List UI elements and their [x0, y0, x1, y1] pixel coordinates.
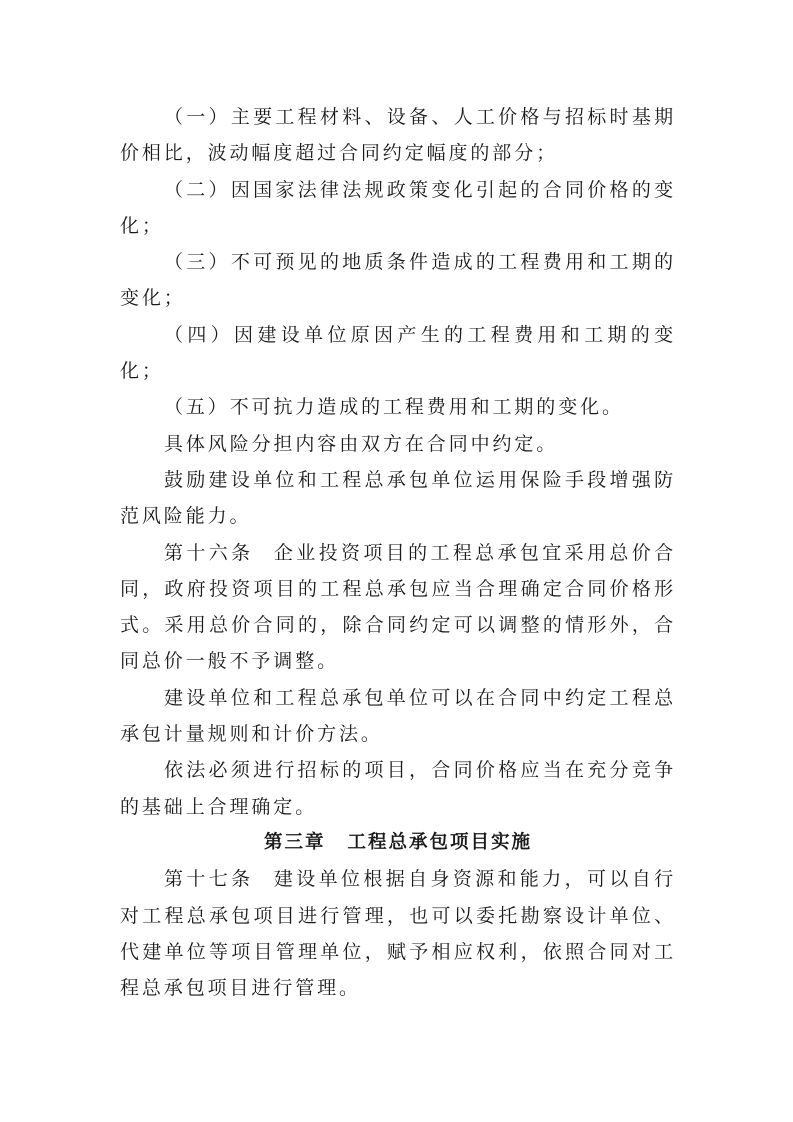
chapter-number: 第三章 — [263, 831, 326, 853]
article-17-text: 建设单位根据自身资源和能力，可以自行对工程总承包项目进行管理，也可以委托勘察设计单位、代建单位等项目管理单位，赋予相应权利，依照合同对工程总承包项目进行管理。 — [120, 868, 676, 1000]
risk-allocation-paragraph: 具体风险分担内容由双方在合同中约定。 — [164, 432, 559, 455]
document-body — [120, 99, 676, 1006]
chapter-heading — [120, 825, 676, 861]
clause-4: （四）因建设单位原因产生的工程费用和工期的变化； — [120, 323, 676, 383]
clause-2: （二）因国家法律法规政策变化引起的合同价格的变化； — [120, 178, 676, 237]
article-16-text: 企业投资项目的工程总承包宜采用总价合同，政府投资项目的工程总承包应当合理确定合同价格形式。采用总价合同的，除合同约定可以调整的情形外，合同总价一般不予调整。 — [120, 541, 676, 673]
insurance-paragraph: 鼓励建设单位和工程总承包单位运用保险手段增强防范风险能力。 — [120, 468, 676, 528]
article-17 — [120, 861, 676, 1006]
clause-3: （三）不可预见的地质条件造成的工程费用和工期的变化； — [120, 251, 676, 310]
clause-5: （五）不可抗力造成的工程费用和工期的变化。 — [164, 396, 624, 419]
chapter-title: 工程总承包项目实施 — [347, 831, 533, 853]
pricing-rules-paragraph: 建设单位和工程总承包单位可以在合同中约定工程总承包计量规则和计价方法。 — [120, 686, 676, 746]
article-17-number: 第十七条 — [164, 868, 254, 891]
article-16 — [120, 535, 676, 680]
tender-paragraph: 依法必须进行招标的项目，合同价格应当在充分竞争的基础上合理确定。 — [120, 759, 676, 818]
clause-1: （一）主要工程材料、设备、人工价格与招标时基期价相比，波动幅度超过合同约定幅度的部分； — [120, 106, 676, 165]
article-16-number: 第十六条 — [164, 541, 254, 564]
